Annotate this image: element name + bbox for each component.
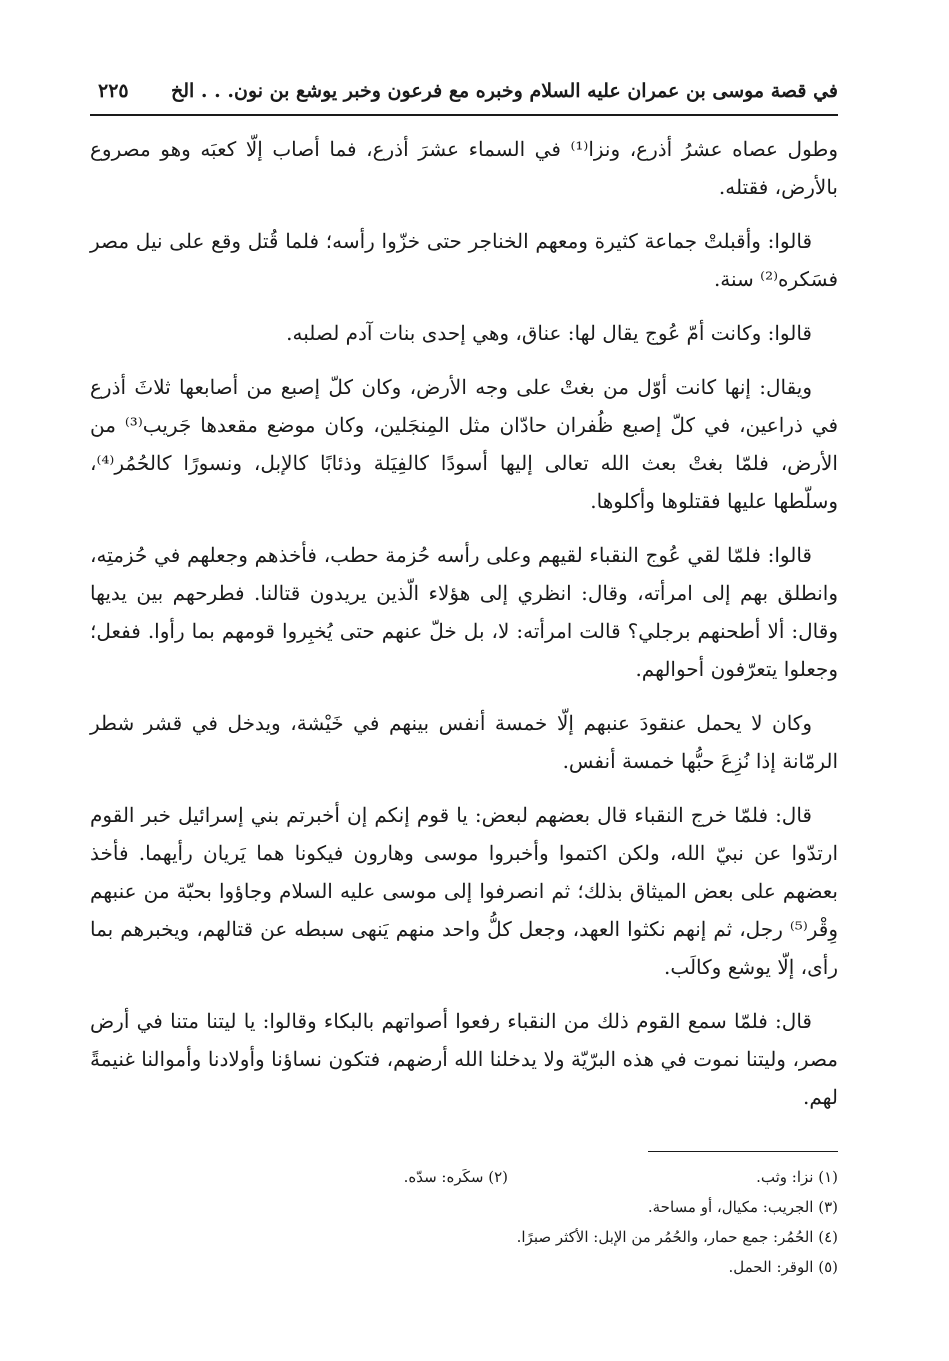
footnote-5: (٥) الوقر: الحمل. bbox=[728, 1258, 838, 1276]
footnote-1: (١) نزا: وثب. bbox=[756, 1168, 838, 1186]
book-page bbox=[90, 70, 838, 1340]
footnote-separator bbox=[648, 1151, 838, 1152]
paragraph: وكان لا يحمل عنقودَ عنبهم إلّا خمسة أنفس بينهم في خَيْشة، ويدخل في قشر شطر الرمّانة إذا نُزِعَ حبُّها خمسة أنفس. bbox=[90, 711, 838, 773]
footnote-3: (٣) الجريب: مكيال، أو مساحة. bbox=[647, 1198, 838, 1216]
paragraph: قالوا: وكانت أمّ عُوج يقال لها: عناق، وهي إحدى بنات آدم لصلبه. bbox=[286, 321, 812, 345]
paragraph: ويقال: إنها كانت أوّل من بغتْ على وجه الأرض، وكان كلّ إصبع من أصابعها ثلاثَ أذرع في ذراعين، في كلّ إصبع ظُفران حادّان مثل المِنجَلين، وكان موضع مقعدها جَريب⁽³⁾ من الأرض، فلمّا بغتْ بعث الله تعالى إليها أسودًا كالفِيَلة وذئابًا كالإبل، ونسورًا كالحُمُر⁽⁴⁾، وسلّطها عليها فقتلوها وأكلوها. bbox=[90, 375, 839, 513]
footnotes bbox=[90, 1162, 838, 1282]
footnote-4: (٤) الحُمُر: جمع حمار، والحُمُر من الإبل: الأكثر صبرًا. bbox=[516, 1228, 838, 1246]
main-text bbox=[90, 130, 838, 1116]
page-header bbox=[90, 70, 838, 116]
paragraph: قال: فلمّا سمع القوم ذلك من النقباء رفعوا أصواتهم بالبكاء وقالوا: يا ليتنا متنا في أرض مصر، وليتنا نموت في هذه البرّيّة ولا يدخلنا الله أرضهم، فتكون نساؤنا وأولادنا وأموالنا غنيمةً لهم. bbox=[90, 1009, 838, 1109]
paragraph: قالوا: فلمّا لقي عُوج النقباء لقيهم وعلى رأسه حُزمة حطب، فأخذهم وجعلهم في حُزمتِه، وانطلق بهم إلى امرأته، وقال: انظري إلى هؤلاء الّذين يريدون قتالنا. فطرحهم بين يديها وقال: ألا أطحنهم برجلي؟ قالت امرأته: لا، بل خلّ عنهم حتى يُخبِروا قومهم بما رأوا. ففعل؛ وجعلوا يتعرّفون أحوالهم. bbox=[90, 543, 838, 681]
footnote-row bbox=[90, 1162, 838, 1192]
page-number: ٢٢٥ bbox=[98, 80, 129, 102]
running-title: في قصة موسى بن عمران عليه السلام وخبره مع فرعون وخبر يوشع بن نون. . . الخ bbox=[170, 80, 838, 102]
paragraph: وطول عصاه عشرُ أذرع، ونزا⁽¹⁾ في السماء عشرَ أذرع، فما أصاب إلّا كعبَه وهو مصروع بالأرض، فقتله. bbox=[90, 137, 838, 199]
footnote-2: (٢) سكَره: سدّه. bbox=[403, 1168, 508, 1186]
paragraph: قالوا: وأقبلتْ جماعة كثيرة ومعهم الخناجر حتى خزّوا رأسه؛ فلما قُتل وقع على نيل مصر فسَكره⁽²⁾ سنة. bbox=[90, 229, 838, 291]
paragraph: قال: فلمّا خرج النقباء قال بعضهم لبعض: يا قوم إنكم إن أخبرتم بني إسرائيل خبر القوم ارتدّوا عن نبيّ الله، ولكن اكتموا وأخبروا موسى وهارون فيكونا هما يَريان رأيهما. فأخذ بعضهم على بعض الميثاق بذلك؛ ثم انصرفوا إلى موسى عليه السلام وجاؤوا بحبّة من عنبهم وِقْر⁽⁵⁾ رجل، ثم إنهم نكثوا العهد، وجعل كلُّ واحد منهم يَنهى سبطه عن قتالهم، ويخبرهم بما رأى، إلّا يوشع وكالَب. bbox=[90, 803, 838, 979]
